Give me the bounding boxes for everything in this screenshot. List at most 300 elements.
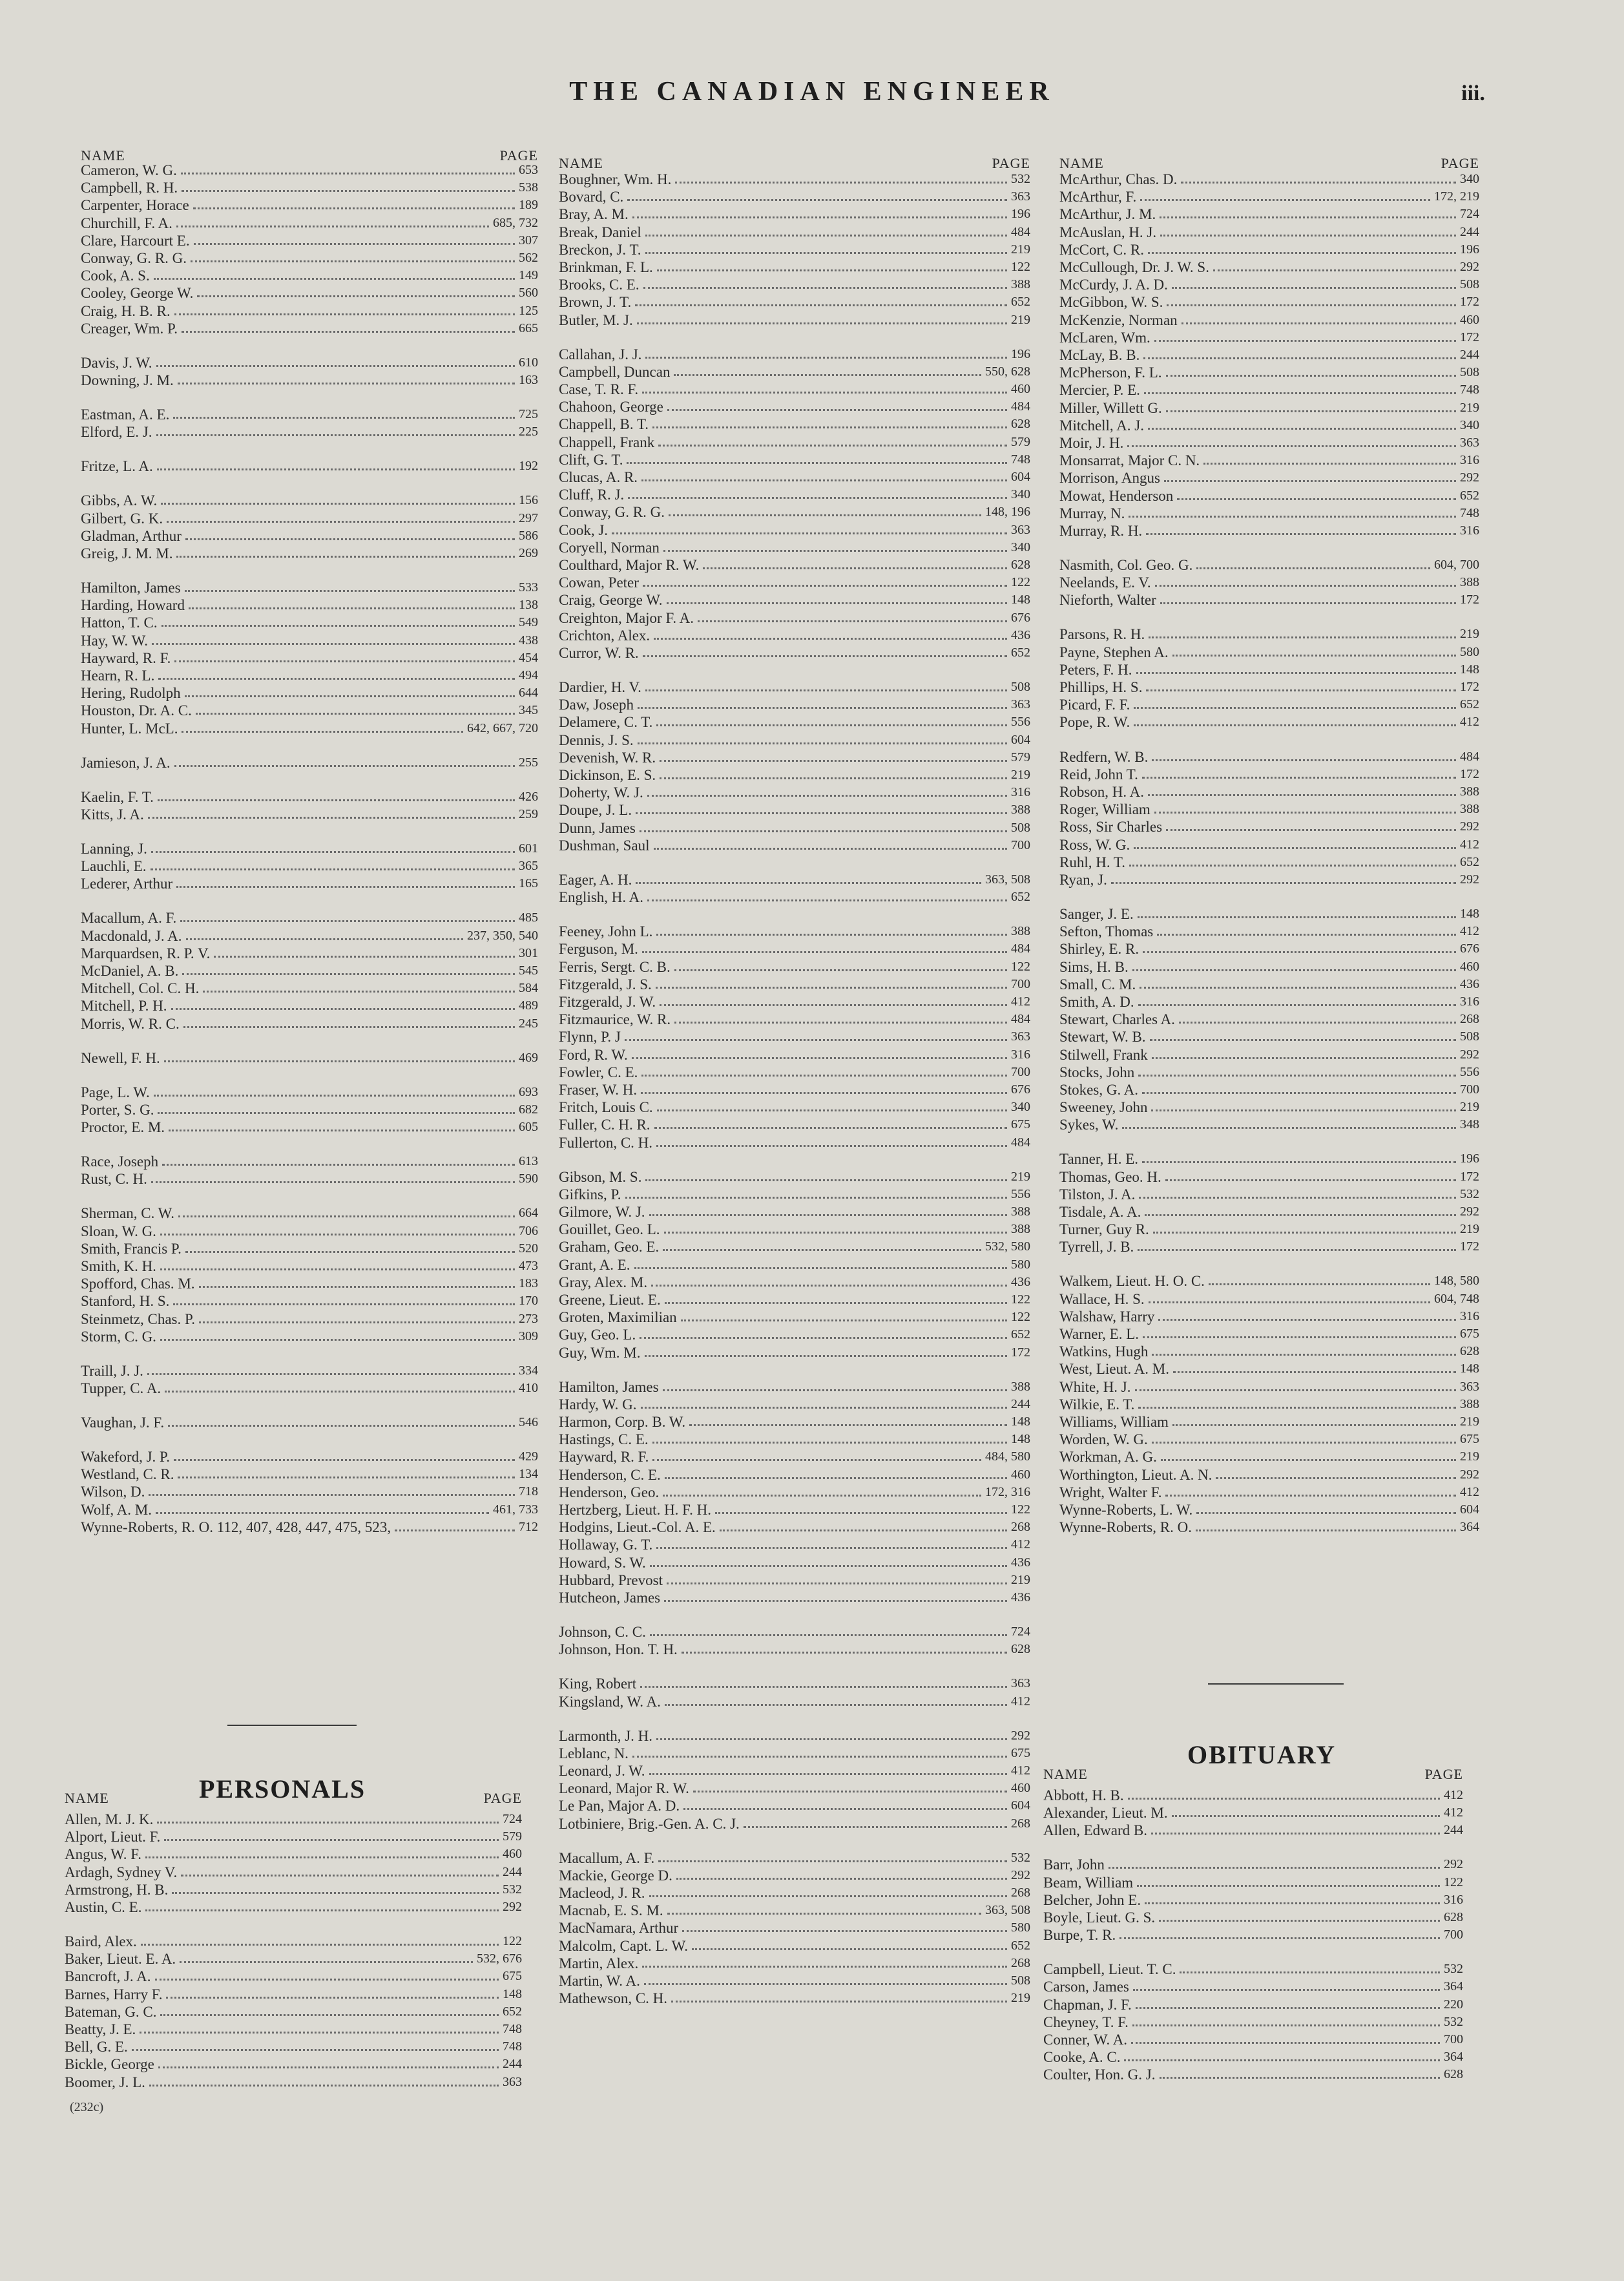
entry-page: 148 (1011, 1414, 1030, 1429)
dot-leader (660, 1004, 1007, 1006)
entry-page: 412 (1011, 1537, 1030, 1552)
dot-leader (1128, 1798, 1440, 1800)
entry-page: 363 (1011, 1029, 1030, 1044)
entry-name: Redfern, W. B. (1059, 748, 1149, 765)
entry-page: 363 (1011, 697, 1030, 712)
index-entry (1059, 1116, 1479, 1133)
entry-page: 412 (1011, 1694, 1030, 1708)
dot-leader (161, 625, 515, 627)
entry-page: 148 (1460, 662, 1479, 677)
dot-leader (664, 1600, 1007, 1602)
entry-name: Newell, F. H. (81, 1049, 160, 1066)
entry-name: Nieforth, Walter (1059, 592, 1156, 609)
index-entry (65, 1881, 522, 1898)
dot-leader (156, 365, 515, 367)
index-entry (559, 713, 1030, 731)
entry-name: Conner, W. A. (1043, 2032, 1128, 2048)
dot-leader (185, 590, 515, 592)
entry-page: 676 (1011, 1082, 1030, 1097)
entry-name: Gibson, M. S. (559, 1168, 642, 1185)
index-entry (1059, 1466, 1479, 1484)
index-entry (1059, 381, 1479, 399)
index-entry (559, 574, 1030, 591)
entry-name: Moir, J. H. (1059, 435, 1124, 451)
entry-page: 545 (519, 963, 538, 978)
entry-page: 269 (519, 545, 538, 560)
index-entry (81, 1101, 538, 1119)
page-label: PAGE (483, 1790, 522, 1806)
index-entry (1059, 224, 1479, 241)
entry-name: McArthur, J. M. (1059, 206, 1156, 223)
index-entry (559, 1291, 1030, 1309)
entry-name: Shirley, E. R. (1059, 941, 1140, 958)
dot-leader (149, 2085, 499, 2087)
entry-name: Alexander, Lieut. M. (1043, 1805, 1168, 1822)
entry-page: 340 (1011, 540, 1030, 554)
entry-name: Morrison, Angus (1059, 470, 1160, 487)
index-entry (1043, 1874, 1463, 1891)
entry-page: 412 (1444, 1788, 1463, 1802)
entry-page: 580 (1011, 1257, 1030, 1272)
dot-leader (665, 1477, 1007, 1479)
index-entry (81, 1310, 538, 1328)
entry-page: 508 (1011, 680, 1030, 695)
index-entry (1059, 1396, 1479, 1413)
entry-name: Worden, W. G. (1059, 1431, 1148, 1448)
dot-leader (154, 278, 515, 280)
personals-title: PERSONALS (199, 1774, 366, 1803)
entry-name: Stewart, W. B. (1059, 1029, 1146, 1046)
entry-page: 532 (1011, 1850, 1030, 1865)
entry-page: 724 (503, 1812, 522, 1826)
entry-name: Guy, Geo. L. (559, 1327, 636, 1343)
dot-leader (1135, 1389, 1456, 1391)
entry-name: Johnson, Hon. T. H. (559, 1641, 678, 1658)
entry-name: Le Pan, Major A. D. (559, 1798, 680, 1814)
index-entry (559, 1972, 1030, 1990)
entry-page: 484, 580 (985, 1449, 1030, 1464)
dot-leader (643, 655, 1007, 657)
entry-page: 219 (1460, 1449, 1479, 1464)
entry-page: 586 (519, 528, 538, 543)
index-entry (1043, 2066, 1463, 2083)
entry-name: Gouillet, Geo. L. (559, 1221, 660, 1238)
dot-leader (1157, 934, 1456, 936)
entry-page: 604 (1011, 732, 1030, 747)
entry-page: 388 (1460, 575, 1479, 590)
dot-leader (173, 417, 515, 419)
index-entry (1059, 905, 1479, 923)
entry-page: 189 (519, 198, 538, 213)
entry-page: 138 (519, 598, 538, 613)
dot-leader (657, 1109, 1007, 1111)
entry-page: 172, 316 (985, 1484, 1030, 1499)
index-entry (559, 976, 1030, 993)
entry-page: 429 (519, 1449, 538, 1464)
dot-leader (634, 1267, 1007, 1269)
entry-page: 388 (1011, 277, 1030, 292)
dot-leader (645, 1355, 1008, 1357)
index-entry (559, 1745, 1030, 1762)
dot-leader (1216, 1477, 1456, 1479)
dot-leader (189, 607, 515, 609)
entry-name: McLaren, Wm. (1059, 329, 1150, 346)
entry-page: 268 (1011, 1520, 1030, 1535)
entry-name: Creager, Wm. P. (81, 320, 178, 337)
index-entry (81, 1501, 538, 1519)
entry-name: Stocks, John (1059, 1064, 1135, 1080)
entry-page: 628 (1011, 417, 1030, 432)
index-entry (559, 1849, 1030, 1867)
entry-name: Bickle, George (65, 2056, 154, 2073)
index-entry (81, 1380, 538, 1397)
entry-page: 122 (1011, 1502, 1030, 1517)
index-entry (81, 179, 538, 196)
index-entry (559, 1466, 1030, 1484)
entry-name: Hamilton, James (81, 580, 181, 596)
dot-leader (682, 1652, 1007, 1654)
dot-leader (632, 1057, 1007, 1059)
entry-page: 172 (1460, 680, 1479, 695)
entry-page: 363 (1460, 436, 1479, 450)
entry-name: Cooley, George W. (81, 285, 194, 302)
index-entry (81, 457, 538, 475)
entry-page: 469 (519, 1050, 538, 1065)
index-entry (559, 1256, 1030, 1274)
entry-page: 675 (1011, 1117, 1030, 1132)
entry-page: 225 (519, 425, 538, 439)
entry-name: Case, T. R. F. (559, 381, 639, 398)
index-entry (81, 1414, 538, 1431)
dot-leader (645, 689, 1007, 691)
entry-name: Baker, Lieut. E. A. (65, 1951, 176, 1968)
entry-page: 562 (519, 251, 538, 265)
dot-leader (185, 1251, 515, 1253)
entry-page: 473 (519, 1258, 538, 1273)
entry-page: 245 (519, 1016, 538, 1031)
dot-leader (1119, 1937, 1440, 1939)
entry-name: Harding, Howard (81, 597, 185, 614)
dot-leader (1146, 533, 1456, 535)
index-entry (1059, 1028, 1479, 1046)
dot-leader (656, 1738, 1007, 1740)
index-entry (559, 1413, 1030, 1431)
entry-page: 148 (1460, 906, 1479, 921)
index-entry (1059, 293, 1479, 311)
index-entry (559, 1571, 1030, 1589)
index-entry (559, 696, 1030, 713)
index-entry (81, 684, 538, 702)
dot-leader (151, 868, 515, 870)
entry-page: 546 (519, 1415, 538, 1429)
index-entry (1059, 417, 1479, 434)
entry-name: Cook, A. S. (81, 268, 150, 284)
dot-leader (1152, 759, 1456, 761)
entry-name: McKenzie, Norman (1059, 311, 1178, 328)
entry-page: 165 (519, 876, 538, 891)
dot-leader (636, 882, 981, 884)
dot-leader (693, 1791, 1007, 1792)
section-divider (1208, 1683, 1344, 1685)
entry-page: 122 (1011, 959, 1030, 974)
dot-leader (1143, 357, 1456, 359)
index-entry (559, 258, 1030, 276)
dot-leader (1160, 2077, 1441, 2079)
index-entry (559, 1134, 1030, 1151)
dot-leader (160, 1268, 515, 1270)
entry-page: 665 (519, 321, 538, 335)
entry-page: 196 (1011, 207, 1030, 222)
index-entry (81, 492, 538, 509)
dot-leader (1134, 707, 1456, 709)
dot-leader (663, 1495, 981, 1497)
index-entry (1059, 364, 1479, 381)
personals-column (65, 1790, 522, 2126)
dot-leader (612, 532, 1007, 534)
index-entry (81, 1466, 538, 1483)
index-entry (81, 788, 538, 806)
entry-name: Robson, H. A. (1059, 783, 1144, 800)
dot-leader (663, 1389, 1007, 1391)
dot-leader (176, 556, 515, 558)
dot-leader (174, 1459, 515, 1461)
entry-name: Westland, C. R. (81, 1466, 174, 1483)
index-entry (559, 451, 1030, 468)
entry-name: Martin, W. A. (559, 1973, 640, 1989)
entry-name: Conway, G. R. G. (81, 250, 187, 266)
entry-name: Sefton, Thomas (1059, 923, 1154, 940)
dot-leader (169, 1130, 515, 1131)
entry-name: Tisdale, A. A. (1059, 1204, 1141, 1220)
entry-name: Small, C. M. (1059, 976, 1136, 993)
entry-page: 148, 580 (1434, 1274, 1479, 1288)
entry-name: Brinkman, F. L. (559, 259, 653, 275)
entry-page: 508 (1460, 365, 1479, 380)
dot-leader (674, 374, 981, 376)
entry-name: Curror, W. R. (559, 645, 639, 662)
dot-leader (1137, 1885, 1440, 1887)
index-entry (1059, 836, 1479, 854)
entry-name: Ross, Sir Charles (1059, 819, 1163, 836)
index-entry (81, 909, 538, 927)
entry-page: 172 (1460, 1169, 1479, 1184)
index-entry (1059, 783, 1479, 801)
dot-leader (158, 1112, 515, 1114)
index-entry (81, 406, 538, 423)
obituary-title: OBITUARY (1187, 1740, 1337, 1769)
entry-name: Wallace, H. S. (1059, 1290, 1145, 1307)
dot-leader (1136, 672, 1456, 674)
entry-name: Parsons, R. H. (1059, 626, 1145, 643)
dot-leader (1160, 602, 1456, 604)
dot-leader (654, 638, 1007, 640)
dot-leader (156, 1512, 489, 1514)
entry-name: Conway, G. R. G. (559, 504, 665, 521)
index-entry (559, 1238, 1030, 1256)
column-header (65, 1790, 522, 1809)
entry-page: 148 (503, 1986, 522, 2001)
index-entry (1043, 2013, 1463, 2031)
entry-page: 148 (1011, 593, 1030, 607)
entry-name: Dushman, Saul (559, 837, 650, 854)
dot-leader (1132, 969, 1456, 971)
dot-leader (182, 190, 515, 192)
index-entry (559, 1501, 1030, 1519)
entry-page: 652 (503, 2004, 522, 2019)
entry-page: 412 (1011, 994, 1030, 1009)
entry-name: Austin, C. E. (65, 1899, 142, 1915)
dot-leader (652, 1459, 981, 1461)
dot-leader (178, 1215, 515, 1217)
index-entry (1059, 940, 1479, 958)
dot-leader (642, 392, 1007, 394)
entry-name: Ferris, Sergt. C. B. (559, 958, 671, 975)
entry-name: Pope, R. W. (1059, 714, 1130, 731)
entry-name: Eager, A. H. (559, 871, 632, 888)
dot-leader (647, 795, 1007, 797)
obituary-column (1043, 1766, 1463, 2128)
entry-page: 590 (519, 1172, 538, 1186)
index-entry (81, 232, 538, 249)
entry-page: 436 (1011, 1274, 1030, 1289)
entry-name: Barnes, Harry F. (65, 1986, 163, 2002)
entry-page: 712 (519, 1519, 538, 1534)
entry-page: 508 (1460, 1029, 1479, 1044)
dot-leader (1161, 1459, 1456, 1461)
entry-page: 345 (519, 703, 538, 718)
entry-page: 388 (1011, 924, 1030, 939)
dot-leader (651, 1285, 1007, 1287)
index-entry (559, 1326, 1030, 1343)
index-entry (81, 806, 538, 823)
dot-leader (1172, 1424, 1456, 1426)
dot-leader (1179, 1022, 1456, 1024)
entry-page: 412 (1460, 924, 1479, 939)
entry-name: Abbott, H. B. (1043, 1787, 1124, 1803)
entry-name: Stanford, H. S. (81, 1293, 170, 1310)
dot-leader (149, 1494, 515, 1496)
entry-page: 316 (1460, 994, 1479, 1009)
index-entry (1043, 1996, 1463, 2013)
dot-leader (191, 260, 515, 262)
entry-page: 268 (1460, 1012, 1479, 1027)
index-entry (559, 940, 1030, 958)
entry-page: 122 (1444, 1875, 1463, 1889)
entry-name: Wright, Walter F. (1059, 1484, 1162, 1500)
index-entry (65, 1950, 522, 1968)
entry-name: Monsarrat, Major C. N. (1059, 452, 1200, 469)
dot-leader (674, 969, 1007, 971)
entry-page: 412 (1444, 1805, 1463, 1820)
index-entry (1059, 1064, 1479, 1081)
entry-name: Hollaway, G. T. (559, 1537, 653, 1553)
entry-page: 219 (1460, 400, 1479, 415)
index-entry (559, 993, 1030, 1011)
entry-name: McDaniel, A. B. (81, 962, 179, 979)
entry-page: 292 (1011, 1728, 1030, 1743)
entry-page: 292 (1460, 260, 1479, 274)
entry-page: 520 (519, 1241, 538, 1256)
dot-leader (197, 295, 515, 297)
dot-leader (1138, 1004, 1456, 1006)
entry-page: 364 (1460, 1520, 1479, 1535)
entry-page: 579 (1011, 750, 1030, 764)
index-entry (1043, 1978, 1463, 1995)
dot-leader (1196, 567, 1430, 569)
entry-page: 706 (519, 1223, 538, 1238)
entry-page: 460 (1460, 312, 1479, 327)
entry-name: Carpenter, Horace (81, 197, 189, 214)
entry-page: 172 (1011, 1345, 1030, 1360)
dot-leader (160, 1234, 515, 1235)
dot-leader (647, 899, 1007, 901)
entry-page: 508 (1011, 1973, 1030, 1988)
index-entry (559, 1011, 1030, 1028)
entry-page: 484 (1011, 399, 1030, 414)
index-entry (81, 927, 538, 945)
entry-name: Craig, H. B. R. (81, 302, 171, 319)
index-entry (81, 249, 538, 267)
entry-name: Brown, J. T. (559, 294, 632, 311)
index-entry (559, 1028, 1030, 1046)
index-entry (81, 302, 538, 320)
dot-leader (1209, 1283, 1430, 1285)
index-entry (81, 1292, 538, 1310)
dot-leader (151, 851, 515, 853)
index-entry (1059, 346, 1479, 364)
entry-name: Mackie, George D. (559, 1867, 672, 1884)
dot-leader (632, 1756, 1007, 1758)
dot-leader (157, 468, 515, 470)
entry-page: 122 (1011, 575, 1030, 590)
entry-page: 148, 196 (985, 505, 1030, 520)
dot-leader (649, 1214, 1007, 1216)
entry-name: Tyrrell, J. B. (1059, 1239, 1134, 1256)
entry-name: Smith, A. D. (1059, 993, 1134, 1010)
index-entry (81, 857, 538, 875)
entry-page: 388 (1011, 803, 1030, 817)
dot-leader (161, 503, 515, 505)
dot-leader (155, 1979, 499, 1981)
dot-leader (667, 409, 1007, 411)
entry-page: 454 (519, 650, 538, 665)
entry-name: Baird, Alex. (65, 1933, 137, 1950)
dot-leader (640, 1686, 1007, 1688)
entry-page: 292 (503, 1900, 522, 1914)
index-entry (1059, 329, 1479, 346)
entry-page: 532 (503, 1882, 522, 1897)
dot-leader (1160, 235, 1456, 237)
index-entry (81, 267, 538, 284)
entry-page: 125 (519, 303, 538, 318)
dot-leader (147, 1373, 515, 1375)
entry-page: 340 (1460, 417, 1479, 432)
index-entry (65, 1845, 522, 1863)
entry-page: 148 (1011, 1432, 1030, 1447)
index-entry (559, 1186, 1030, 1203)
index-entry (1059, 452, 1479, 469)
index-entry (559, 224, 1030, 241)
entry-page: 550, 628 (985, 364, 1030, 379)
entry-page: 628 (1460, 1344, 1479, 1359)
dot-leader (1181, 182, 1456, 184)
entry-page: 460 (1460, 959, 1479, 974)
dot-leader (1151, 1833, 1440, 1834)
index-entry (559, 1623, 1030, 1641)
index-entry (81, 1153, 538, 1170)
entry-page: 580 (1460, 644, 1479, 659)
entry-name: Watkins, Hugh (1059, 1343, 1149, 1360)
